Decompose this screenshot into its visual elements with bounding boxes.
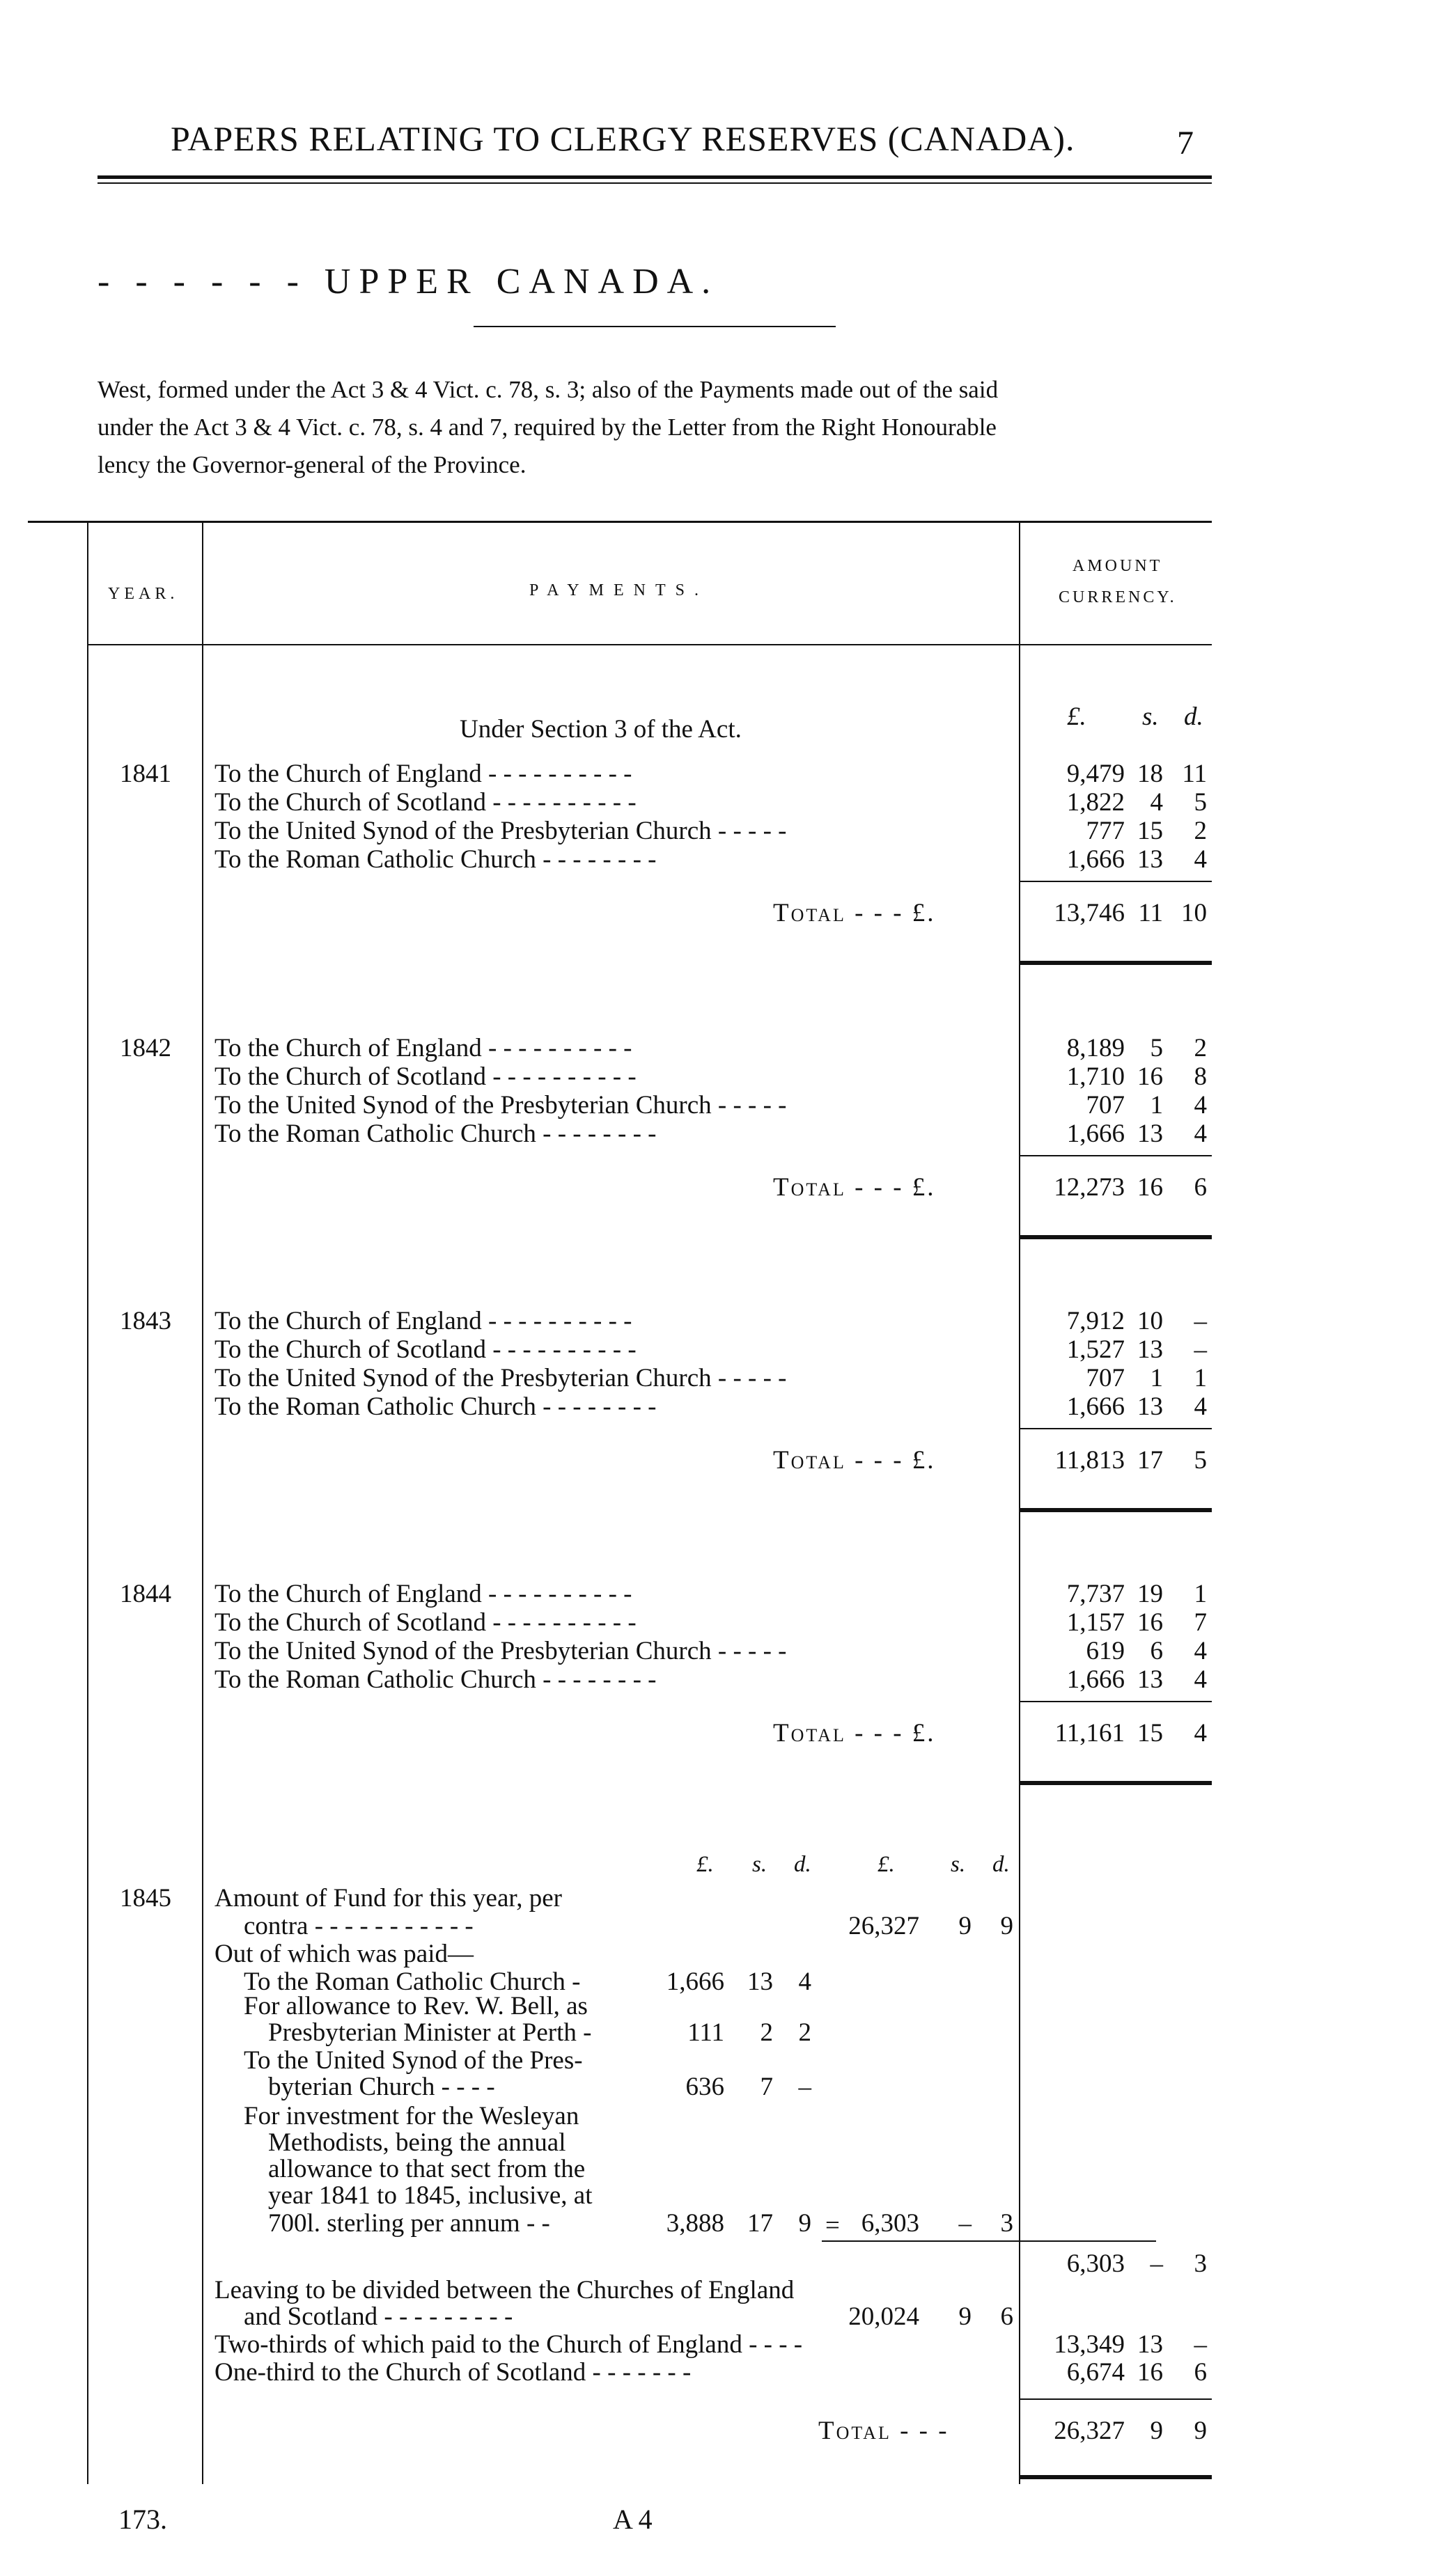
header-rule (98, 175, 1212, 179)
total-top-rule (1019, 1701, 1212, 1702)
amount-pence: 2 (1194, 817, 1207, 845)
total-pounds: 12,273 (1054, 1173, 1125, 1202)
amount-pence: 1 (1194, 1580, 1207, 1608)
line-text: 700l. sterling per annum - - (268, 2209, 550, 2238)
amount-shillings: 6 (1150, 1637, 1163, 1665)
total-shillings: 15 (1137, 1719, 1163, 1748)
year-label: 1841 (120, 760, 171, 788)
line-text: To the Roman Catholic Church - (244, 1968, 581, 1996)
year-label: 1844 (120, 1580, 171, 1608)
line-text: Amount of Fund for this year, per (214, 1884, 562, 1913)
amount-shillings: 13 (1137, 845, 1163, 874)
intro-line-2: under the Act 3 & 4 Vict. c. 78, s. 4 and 7, required by the Letter from the Right Honourable (98, 414, 997, 441)
amount-shillings: 1 (1150, 1364, 1163, 1392)
amount-shillings: 10 (1137, 1307, 1163, 1335)
amount-pence: 4 (1194, 1091, 1207, 1120)
payment-row-label: To the Roman Catholic Church - - - - - - - - (214, 1392, 657, 1421)
inner-unit: d. (992, 1852, 1010, 1877)
payment-row-label: To the Church of Scotland - - - - - - - - - - (214, 788, 637, 817)
amount-pounds: 1,710 (1066, 1062, 1125, 1091)
line-text: allowance to that sect from the (268, 2155, 586, 2183)
payment-row-label: To the United Synod of the Presbyterian Church - - - - - (214, 1637, 787, 1665)
payment-row-label: To the Church of Scotland - - - - - - - - - - (214, 1062, 637, 1091)
amount-pounds: 1,666 (1066, 1120, 1125, 1148)
wesleyan-pounds: 3,888 (666, 2209, 724, 2238)
page-header-title: PAPERS RELATING TO CLERGY RESERVES (CANADA). (171, 119, 1075, 158)
payment-row-label: To the Church of England - - - - - - - - - - (214, 760, 632, 788)
amount-pence: 7 (1194, 1608, 1207, 1637)
unit-pounds: £. (1067, 702, 1086, 731)
footer-signature: A 4 (613, 2504, 653, 2535)
amount-shillings: 18 (1137, 760, 1163, 788)
year-label: 1845 (120, 1884, 171, 1913)
payment-row-label: To the Roman Catholic Church - - - - - - - - (214, 1665, 657, 1694)
payment-row-label: To the United Synod of the Presbyterian Church - - - - - (214, 1091, 787, 1120)
amount-pounds: 707 (1086, 1364, 1125, 1392)
inner-unit: d. (794, 1852, 811, 1877)
inner-unit: £. (696, 1852, 714, 1877)
one-third-shillings: 16 (1137, 2358, 1163, 2387)
amount-shillings: 16 (1137, 1608, 1163, 1637)
leaving-pounds: 20,024 (848, 2302, 919, 2331)
amount-pence: 2 (1194, 1034, 1207, 1062)
wesleyan-pence: 9 (798, 2209, 811, 2238)
intro-line-3: lency the Governor-general of the Province. (98, 451, 526, 478)
rc-pounds: 1,666 (666, 1968, 724, 1996)
amount-shillings: 1 (1150, 1091, 1163, 1120)
total-pence: 4 (1194, 1719, 1207, 1748)
col-payments-head: PAYMENTS. (529, 581, 708, 599)
paid-subtotal-pence: 3 (1000, 2209, 1013, 2238)
amount-paid-pence: 3 (1194, 2249, 1207, 2278)
bell-pence: 2 (798, 2018, 811, 2047)
inner-unit: s. (752, 1852, 767, 1877)
unit-pence: d. (1184, 702, 1203, 731)
col-amount-head-2: CURRENCY. (1059, 588, 1177, 606)
total-pounds: 11,161 (1054, 1719, 1125, 1748)
total-pence: 5 (1194, 1446, 1207, 1475)
amount-pounds: 9,479 (1066, 760, 1125, 788)
section-underline (474, 326, 836, 327)
amount-pence: 8 (1194, 1062, 1207, 1091)
total-label: Total - - - £. (773, 899, 936, 927)
amount-pounds: 1,157 (1066, 1608, 1125, 1637)
total-pence: 9 (1194, 2417, 1207, 2445)
payment-row-label: To the United Synod of the Presbyterian Church - - - - - (214, 1364, 787, 1392)
line-text: Leaving to be divided between the Churches of England (214, 2276, 795, 2304)
amount-pounds: 707 (1086, 1091, 1125, 1120)
line-text: Presbyterian Minister at Perth - (268, 2018, 592, 2047)
synod-pence: – (798, 2073, 811, 2101)
total-double-rule (1019, 1781, 1212, 1785)
total-shillings: 11 (1138, 899, 1163, 927)
payment-row-label: To the United Synod of the Presbyterian Church - - - - - (214, 817, 787, 845)
one-third-pence: 6 (1194, 2358, 1207, 2387)
amount-shillings: 13 (1137, 1335, 1163, 1364)
total-double-rule (1019, 961, 1212, 965)
amount-pence: 4 (1194, 845, 1207, 874)
column-head-rule (87, 644, 1212, 645)
two-thirds-shillings: 13 (1137, 2330, 1163, 2359)
payment-row-label: To the Church of Scotland - - - - - - - - - - (214, 1335, 637, 1364)
fund-pence: 9 (1000, 1912, 1013, 1940)
col-year-head: YEAR. (108, 585, 179, 603)
amount-pounds: 1,666 (1066, 1392, 1125, 1421)
amount-pounds: 7,912 (1066, 1307, 1125, 1335)
year-col-left-rule (87, 521, 88, 2484)
year-col-right-rule (202, 521, 203, 2484)
line-text: contra - - - - - - - - - - - (244, 1912, 474, 1940)
year-label: 1842 (120, 1034, 171, 1062)
payment-row-label: To the Roman Catholic Church - - - - - - - - (214, 845, 657, 874)
rc-shillings: 13 (747, 1968, 773, 1996)
amount-pence: 4 (1194, 1637, 1207, 1665)
amount-shillings: 15 (1137, 817, 1163, 845)
amount-pence: 4 (1194, 1392, 1207, 1421)
rc-pence: 4 (798, 1968, 811, 1996)
amount-pounds: 7,737 (1066, 1580, 1125, 1608)
amount-shillings: 13 (1137, 1392, 1163, 1421)
amount-shillings: 19 (1137, 1580, 1163, 1608)
inner-unit: £. (878, 1852, 895, 1877)
total-pounds: 11,813 (1054, 1446, 1125, 1475)
payment-row-label: To the Church of England - - - - - - - - - - (214, 1307, 632, 1335)
amount-pounds: 1,527 (1066, 1335, 1125, 1364)
amount-paid-pounds: 6,303 (1066, 2249, 1125, 2278)
amount-col-left-rule (1019, 521, 1020, 2484)
line-text: byterian Church - - - - (268, 2073, 495, 2101)
col-amount-head-1: AMOUNT (1072, 557, 1163, 575)
total-shillings: 9 (1150, 2417, 1163, 2445)
amount-pence: 4 (1194, 1665, 1207, 1694)
line-text: and Scotland - - - - - - - - - (244, 2302, 513, 2331)
total-label: Total - - - (818, 2417, 949, 2445)
line-text: One-third to the Church of Scotland - - - - - - - (214, 2358, 692, 2387)
payment-row-label: To the Church of England - - - - - - - - - - (214, 1034, 632, 1062)
paid-subtotal-shillings: – (958, 2209, 972, 2238)
amount-pounds: 8,189 (1066, 1034, 1125, 1062)
amount-pence: 5 (1194, 788, 1207, 817)
leaving-shillings: 9 (958, 2302, 972, 2331)
total-double-rule (1019, 2475, 1212, 2479)
payment-row-label: To the Roman Catholic Church - - - - - - - - (214, 1120, 657, 1148)
bell-pounds: 111 (687, 2018, 724, 2047)
inner-unit: s. (951, 1852, 966, 1877)
line-text: Methodists, being the annual (268, 2128, 566, 2157)
total-pence: 10 (1181, 899, 1207, 927)
two-thirds-pence: – (1194, 2330, 1207, 2359)
section-title: - - - - - - UPPER CANADA. (98, 262, 719, 301)
payment-row-label: To the Church of England - - - - - - - - - - (214, 1580, 632, 1608)
total-double-rule (1019, 1235, 1212, 1239)
year-label: 1843 (120, 1307, 171, 1335)
synod-shillings: 7 (760, 2073, 773, 2101)
total-top-rule (1019, 881, 1212, 882)
line-text: year 1841 to 1845, inclusive, at (268, 2181, 593, 2210)
amount-shillings: 13 (1137, 1120, 1163, 1148)
wesleyan-shillings: 17 (747, 2209, 773, 2238)
total-pounds: 26,327 (1054, 2417, 1125, 2445)
amount-pounds: 1,666 (1066, 845, 1125, 874)
line-text: Out of which was paid— (214, 1940, 474, 1968)
page-number: 7 (1177, 125, 1194, 162)
amount-pence: 4 (1194, 1120, 1207, 1148)
payment-row-label: To the Church of Scotland - - - - - - - - - - (214, 1608, 637, 1637)
amount-pence: 11 (1182, 760, 1207, 788)
amount-shillings: 5 (1150, 1034, 1163, 1062)
paid-subtotal-pounds: 6,303 (861, 2209, 919, 2238)
amount-shillings: 13 (1137, 1665, 1163, 1694)
two-thirds-pounds: 13,349 (1054, 2330, 1125, 2359)
unit-shillings: s. (1142, 702, 1159, 731)
bell-shillings: 2 (760, 2018, 773, 2047)
total-top-rule (1019, 1428, 1212, 1429)
total-label: Total - - - £. (773, 1446, 936, 1475)
total-top-rule (1019, 1155, 1212, 1156)
amount-shillings: 16 (1137, 1062, 1163, 1091)
amount-pounds: 619 (1086, 1637, 1125, 1665)
amount-pence: – (1194, 1335, 1207, 1364)
table-top-rule (28, 521, 1212, 523)
total-shillings: 16 (1137, 1173, 1163, 1202)
amount-pounds: 777 (1086, 817, 1125, 845)
total-label: Total - - - £. (773, 1719, 936, 1748)
line-text: For investment for the Wesleyan (244, 2102, 579, 2130)
header-rule-thin (98, 182, 1212, 184)
leaving-pence: 6 (1000, 2302, 1013, 2331)
amount-pounds: 1,666 (1066, 1665, 1125, 1694)
amount-shillings: 4 (1150, 788, 1163, 817)
amount-pence: – (1194, 1307, 1207, 1335)
line-text: To the United Synod of the Pres- (244, 2046, 583, 2075)
total-pounds: 13,746 (1054, 899, 1125, 927)
total-top-rule (1019, 2398, 1212, 2400)
total-double-rule (1019, 1508, 1212, 1512)
intro-line-1: West, formed under the Act 3 & 4 Vict. c. 78, s. 3; also of the Payments made out of the said (98, 376, 999, 403)
amount-pence: 1 (1194, 1364, 1207, 1392)
equals-sign: = (825, 2211, 840, 2240)
total-label: Total - - - £. (773, 1173, 936, 1202)
synod-pounds: 636 (685, 2073, 724, 2101)
fund-pounds: 26,327 (848, 1912, 919, 1940)
one-third-pounds: 6,674 (1066, 2358, 1125, 2387)
footer-left: 173. (118, 2504, 167, 2535)
total-shillings: 17 (1137, 1446, 1163, 1475)
section-subheading: Under Section 3 of the Act. (460, 715, 742, 744)
fund-shillings: 9 (958, 1912, 972, 1940)
line-text: Two-thirds of which paid to the Church of England - - - - (214, 2330, 803, 2359)
amount-pounds: 1,822 (1066, 788, 1125, 817)
subtotal-rule (822, 2240, 1156, 2242)
amount-paid-shillings: – (1150, 2249, 1163, 2278)
total-pence: 6 (1194, 1173, 1207, 1202)
line-text: For allowance to Rev. W. Bell, as (244, 1992, 588, 2020)
